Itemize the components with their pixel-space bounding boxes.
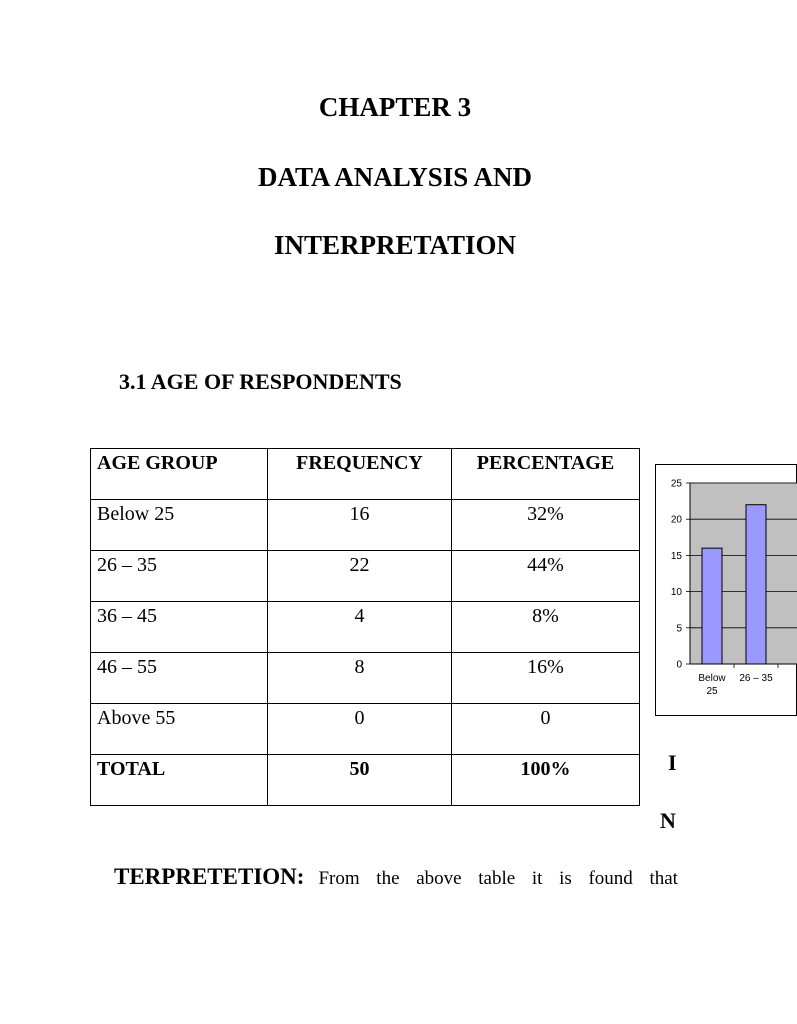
cell-age-group: 36 – 45 — [91, 602, 268, 653]
cell-percentage: 16% — [452, 653, 640, 704]
side-letter-i: I — [668, 750, 677, 775]
y-tick-label: 20 — [670, 514, 682, 526]
y-tick-label: 0 — [676, 659, 682, 671]
interpretation-word: it — [531, 868, 543, 889]
header-age-group: AGE GROUP — [91, 449, 268, 500]
cell-total-percentage: 100% — [452, 755, 640, 806]
cell-total-frequency: 50 — [268, 755, 452, 806]
cell-percentage: 8% — [452, 602, 640, 653]
chart-canvas — [656, 465, 796, 715]
cell-frequency: 16 — [268, 500, 452, 551]
table-total-row — [91, 755, 640, 806]
bar — [746, 505, 766, 664]
cell-total-label: TOTAL — [91, 755, 268, 806]
cell-percentage: 0 — [452, 704, 640, 755]
cell-frequency: 22 — [268, 551, 452, 602]
age-table — [90, 448, 640, 806]
cell-age-group: 46 – 55 — [91, 653, 268, 704]
table-row — [91, 500, 640, 551]
interpretation-word: above — [416, 868, 462, 889]
y-tick-label: 5 — [676, 623, 682, 635]
section-title: 3.1 AGE OF RESPONDENTS — [119, 369, 402, 394]
chapter-title-line-2: INTERPRETATION — [273, 230, 517, 260]
chapter-heading: CHAPTER 3 — [318, 92, 472, 122]
table-row — [91, 602, 640, 653]
interpretation-word: that — [649, 868, 678, 889]
header-frequency: FREQUENCY — [268, 449, 452, 500]
x-tick-label: 26 – 35 — [739, 673, 773, 684]
interpretation-paragraph — [114, 864, 678, 890]
interpretation-word: found — [588, 868, 633, 889]
interpretation-text — [318, 868, 678, 890]
age-bar-chart — [655, 464, 797, 716]
x-tick-label: Below 25 — [698, 673, 726, 697]
bar — [702, 548, 722, 664]
header-percentage: PERCENTAGE — [452, 449, 640, 500]
cell-frequency: 0 — [268, 704, 452, 755]
cell-percentage: 32% — [452, 500, 640, 551]
table-header-row — [91, 449, 640, 500]
cell-frequency: 8 — [268, 653, 452, 704]
interpretation-word: table — [478, 868, 516, 889]
y-tick-label: 25 — [670, 478, 682, 490]
interpretation-word: From — [318, 868, 360, 889]
chapter-title-line-1: DATA ANALYSIS AND — [257, 162, 533, 192]
cell-age-group: Below 25 — [91, 500, 268, 551]
cell-frequency: 4 — [268, 602, 452, 653]
interpretation-word: the — [376, 868, 400, 889]
interpretation-label: TERPRETETION: — [114, 864, 305, 889]
interpretation-word: is — [559, 868, 572, 889]
y-tick-label: 10 — [670, 587, 682, 599]
side-letter-n: N — [660, 808, 676, 833]
y-tick-label: 15 — [670, 550, 682, 562]
cell-percentage: 44% — [452, 551, 640, 602]
cell-age-group: Above 55 — [91, 704, 268, 755]
table-row — [91, 653, 640, 704]
table-row — [91, 551, 640, 602]
cell-age-group: 26 – 35 — [91, 551, 268, 602]
table-row — [91, 704, 640, 755]
